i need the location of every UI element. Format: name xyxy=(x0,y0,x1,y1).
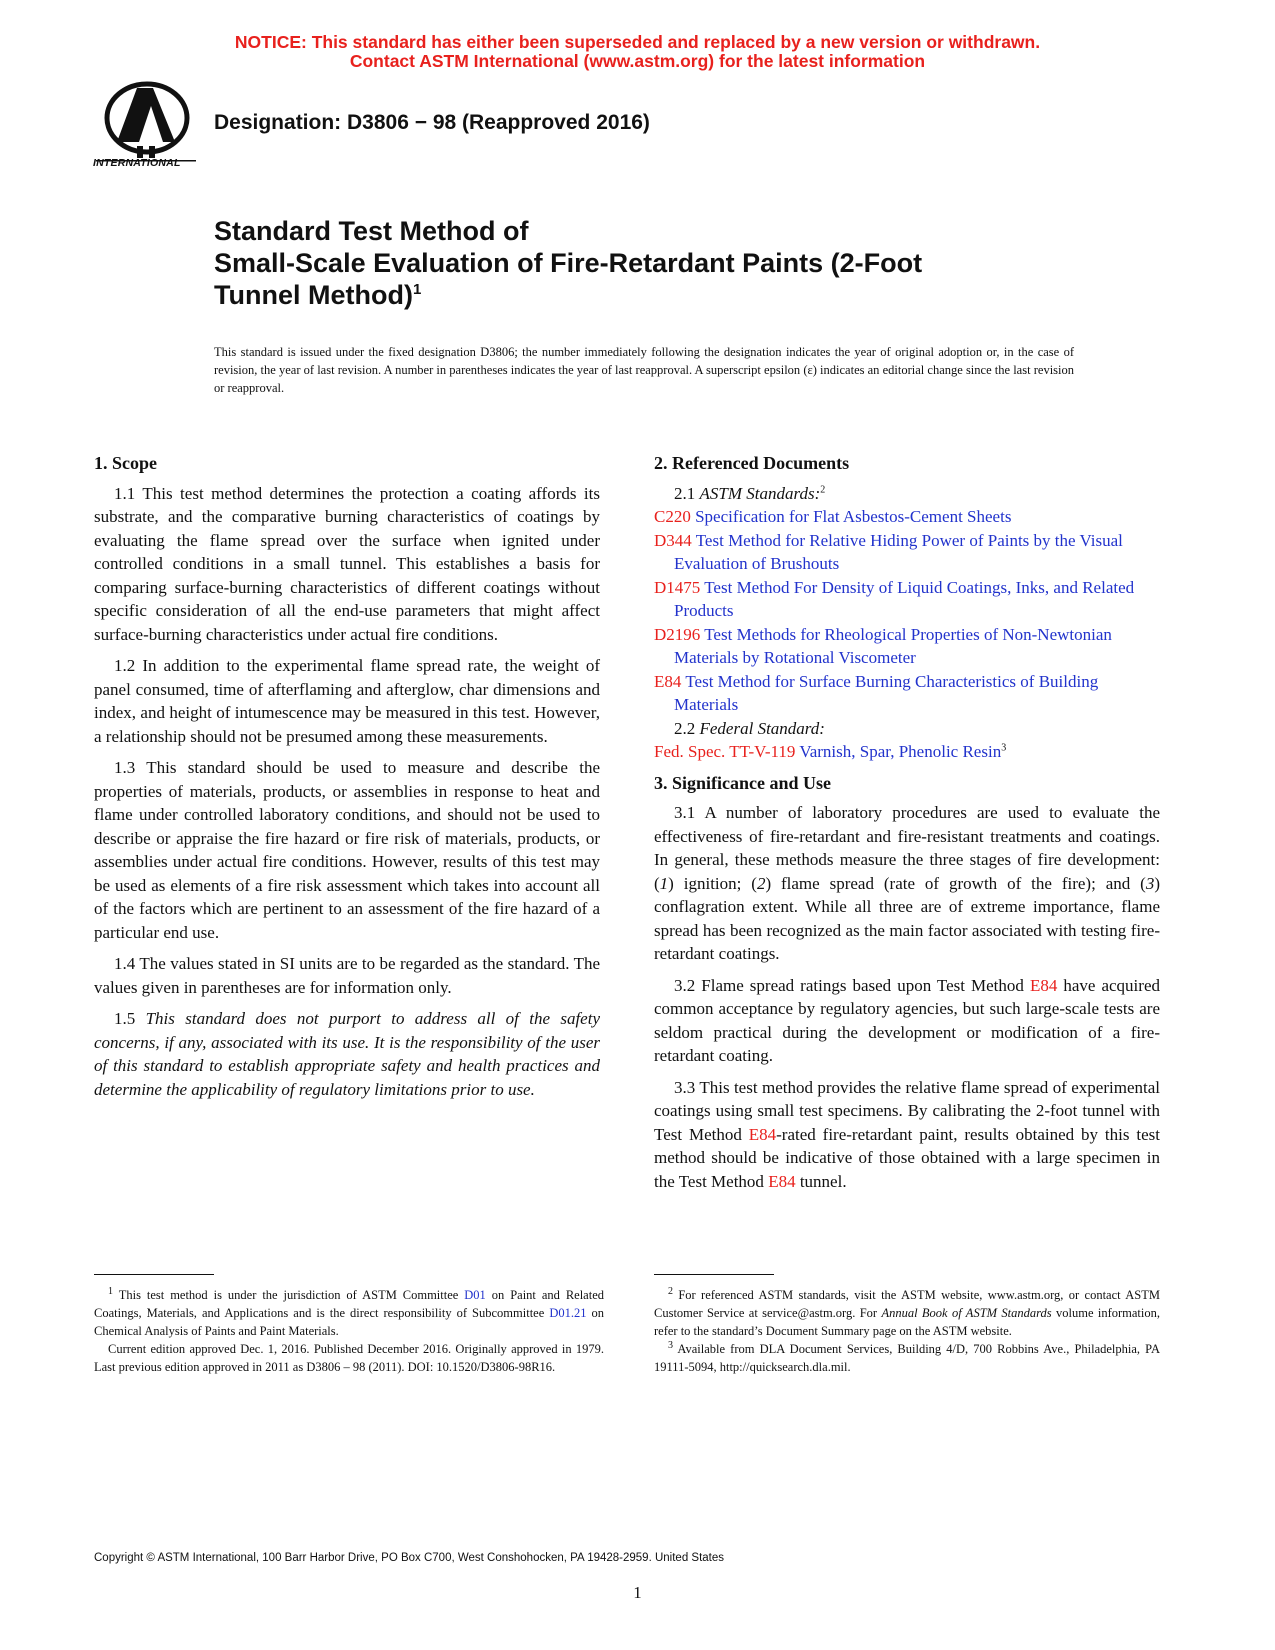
astm-standards-number: 2.1 xyxy=(674,483,700,503)
footnotes-right xyxy=(654,1286,1160,1376)
title-line-3: Tunnel Method) xyxy=(214,280,413,310)
ref-item[interactable] xyxy=(654,505,1160,529)
logo-subtitle: INTERNATIONAL xyxy=(93,157,181,169)
title-footnote-mark: 1 xyxy=(412,281,422,298)
footnote-2-mark: 2 xyxy=(668,1285,673,1297)
scope-1-5 xyxy=(94,1007,600,1101)
edition-note: Current edition approved Dec. 1, 2016. Published December 2016. Originally approved in 1979. Last previous edition approved in 2011 as D3806 – 98 (2011). DOI: 10.1520/D3806-98R16. xyxy=(94,1342,604,1374)
notice-line-1: NOTICE: This standard has either been superseded and replaced by a new version or withdrawn. xyxy=(234,32,1041,52)
e84-link[interactable]: E84 xyxy=(748,1124,777,1144)
sig-3-1-part: 3.1 A number of laboratory procedures are used to evaluate the effectiveness of fire-retardant and fire-resistant treatments and coatings. In general, these methods measure the three stages of fire development: ( xyxy=(654,803,1160,893)
footnote-2-part: For referenced ASTM standards, visit the ASTM website, www.astm.org, or contact ASTM Customer Service at service@astm.org. For xyxy=(654,1288,1160,1320)
ref-code-link[interactable]: C220 xyxy=(654,507,691,526)
footnote-1-part: This test method is under the jurisdiction of ASTM Committee xyxy=(113,1288,465,1302)
committee-d01-link[interactable]: D01 xyxy=(464,1288,486,1302)
scope-1-1: 1.1 This test method determines the protection a coating affords its substrate, and the comparative burning characteristics of coatings by evaluating the flame spread over the surface when ignited under controlled conditions in a small tunnel. This establishes a basis for comparing surface-burning characteristics of different coatings without specific consideration of all the end-use parameters that might affect surface-burning characteristics under actual fire conditions. xyxy=(94,483,600,644)
title-line-1: Standard Test Method of xyxy=(214,216,529,246)
ref-title-link[interactable]: Specification for Flat Asbestos-Cement Sheets xyxy=(695,507,1012,526)
fed-ref-sup: 3 xyxy=(1001,742,1007,754)
federal-standard-number: 2.2 xyxy=(674,718,700,738)
footnote-1 xyxy=(94,1286,604,1340)
scope-heading: 1. Scope xyxy=(94,453,157,473)
sig-3-1-num: 2 xyxy=(756,873,766,893)
sig-3-1-part: ) flame spread (rate of growth of the fire); and ( xyxy=(765,873,1146,893)
ref-code-link[interactable]: D2196 xyxy=(654,624,701,644)
astm-logo xyxy=(93,80,201,180)
footnote-1-part: on Paint and Related Coatings, Materials, and Applications and is the direct responsibility of Subcommittee xyxy=(94,1288,605,1320)
federal-standard-text: Federal Standard: xyxy=(699,718,825,738)
left-column xyxy=(94,452,600,1109)
ref-item[interactable] xyxy=(654,529,1160,576)
right-column xyxy=(654,452,1160,1201)
astm-standards-label xyxy=(654,482,1160,506)
sig-3-2-part: have acquired common acceptance by regulatory agencies, but such large-scale tests are seldom practical during the development or modification of a fire-retardant coating. xyxy=(654,975,1160,1065)
sig-3-3-part: tunnel. xyxy=(795,1171,847,1191)
footnote-3-mark: 3 xyxy=(668,1339,673,1351)
ref-title-link[interactable]: Test Method for Relative Hiding Power of Paints by the Visual Evaluation of Brushouts xyxy=(674,530,1123,573)
footnote-2-italic: Annual Book of ASTM Standards xyxy=(881,1306,1052,1320)
designation: Designation: D3806 − 98 (Reapproved 2016) xyxy=(214,111,650,134)
sig-3-3-part: -rated fire-retardant paint, results obtained by this test method should be indicative of those obtained with a large specimen in the Test Method xyxy=(654,1124,1160,1191)
fed-ref-title-link[interactable]: Varnish, Spar, Phenolic Resin xyxy=(799,742,1002,761)
fed-ref-code-link[interactable]: Fed. Spec. TT-V-119 xyxy=(654,742,796,761)
issue-note: This standard is issued under the fixed designation D3806; the number immediately following the designation indicates the year of original adoption or, in the case of revision, the year of last revision. A number in parentheses indicates the year of last reapproval. A superscript epsilon (ε) indicates an editorial change since the last revision or reapproval. xyxy=(214,345,1074,395)
ref-item[interactable] xyxy=(654,576,1160,623)
refs-heading: 2. Referenced Documents xyxy=(654,453,850,473)
ref-code-link[interactable]: E84 xyxy=(654,671,682,691)
scope-1-5-text: This standard does not purport to address all of the safety concerns, if any, associated with its use. It is the responsibility of the user of this standard to establish appropriate safety and health practices and determine the applicability of regulatory limitations prior to use. xyxy=(94,1009,600,1099)
sig-3-1-num: 3 xyxy=(1145,873,1155,893)
subcommittee-d01-21-link[interactable]: D01.21 xyxy=(549,1306,587,1320)
significance-3-3 xyxy=(654,1076,1160,1194)
significance-3-1 xyxy=(654,801,1160,966)
notice-line-2: Contact ASTM International (www.astm.org) for the latest information xyxy=(349,50,926,71)
ref-item[interactable] xyxy=(654,670,1160,717)
sig-3-1-part: ) ignition; ( xyxy=(668,873,757,893)
astm-standards-text: ASTM Standards: xyxy=(699,483,821,503)
notice-banner xyxy=(0,33,1275,70)
scope-1-2: 1.2 In addition to the experimental flame spread rate, the weight of panel consumed, time of afterflaming and afterglow, char dimensions and index, and height of intumescence may be measured in this test. However, a relationship should not be presumed among these measurements. xyxy=(94,656,600,746)
footnote-1-mark: 1 xyxy=(108,1285,113,1297)
footnote-2-part: volume information, refer to the standard’s Document Summary page on the ASTM website. xyxy=(654,1306,1160,1338)
ref-item[interactable] xyxy=(654,623,1160,670)
ref-title-link[interactable]: Test Method For Density of Liquid Coatings, Inks, and Related Products xyxy=(674,577,1135,620)
page-number: 1 xyxy=(633,1583,642,1602)
scope-1-4: 1.4 The values stated in SI units are to be regarded as the standard. The values given in parentheses are for information only. xyxy=(94,954,600,997)
federal-standard-label xyxy=(654,717,1160,741)
astm-standards-sup: 2 xyxy=(820,483,826,495)
sig-3-3-part: 3.3 This test method provides the relative flame spread of experimental coatings using small test specimens. By calibrating the 2-foot tunnel with Test Method xyxy=(654,1077,1160,1144)
sig-3-1-part: ) conflagration extent. While all three are of extreme importance, flame spread has been recognized as the main factor associated with testing fire-retardant coatings. xyxy=(654,873,1160,963)
footnote-1-part: on Chemical Analysis of Paints and Paint Materials. xyxy=(94,1306,605,1338)
document-title xyxy=(214,215,922,311)
title-line-2: Small-Scale Evaluation of Fire-Retardant Paints (2-Foot xyxy=(214,248,923,278)
e84-link[interactable]: E84 xyxy=(1029,975,1058,995)
ref-title-link[interactable]: Test Method for Surface Burning Characteristics of Building Materials xyxy=(674,671,1099,714)
fed-ref-item[interactable] xyxy=(654,740,1160,764)
scope-1-5-number: 1.5 xyxy=(114,1009,146,1028)
footnotes-left xyxy=(94,1286,604,1376)
scope-1-3: 1.3 This standard should be used to measure and describe the properties of materials, products, or assemblies in response to heat and flame under controlled laboratory conditions, and should not be used to describe or appraise the fire hazard or fire risk of materials, products, or assemblies under actual fire conditions. However, results of this test may be used as elements of a fire risk assessment which takes into account all of the factors which are pertinent to an assessment of the fire hazard of a particular end use. xyxy=(94,758,600,942)
footnote-divider-right xyxy=(654,1274,774,1275)
copyright-line: Copyright © ASTM International, 100 Barr Harbor Drive, PO Box C700, West Conshohocken, PA 19428-2959. United States xyxy=(94,1552,725,1564)
ref-code-link[interactable]: D344 xyxy=(654,530,692,550)
significance-heading: 3. Significance and Use xyxy=(654,772,832,793)
footnote-3-text: Available from DLA Document Services, Building 4/D, 700 Robbins Ave., Philadelphia, PA 19111-5094, http://quicksearch.dla.mil. xyxy=(654,1342,1160,1374)
footnote-2 xyxy=(654,1286,1160,1340)
footnote-3 xyxy=(654,1340,1160,1376)
e84-link[interactable]: E84 xyxy=(768,1171,796,1191)
ref-title-link[interactable]: Test Methods for Rheological Properties of Non-Newtonian Materials by Rotational Viscometer xyxy=(674,624,1112,667)
sig-3-2-part: 3.2 Flame spread ratings based upon Test Method xyxy=(674,975,1030,995)
sig-3-1-num: 1 xyxy=(659,873,669,893)
footnote-divider-left xyxy=(94,1274,214,1275)
ref-code-link[interactable]: D1475 xyxy=(654,577,701,597)
significance-3-2 xyxy=(654,974,1160,1068)
